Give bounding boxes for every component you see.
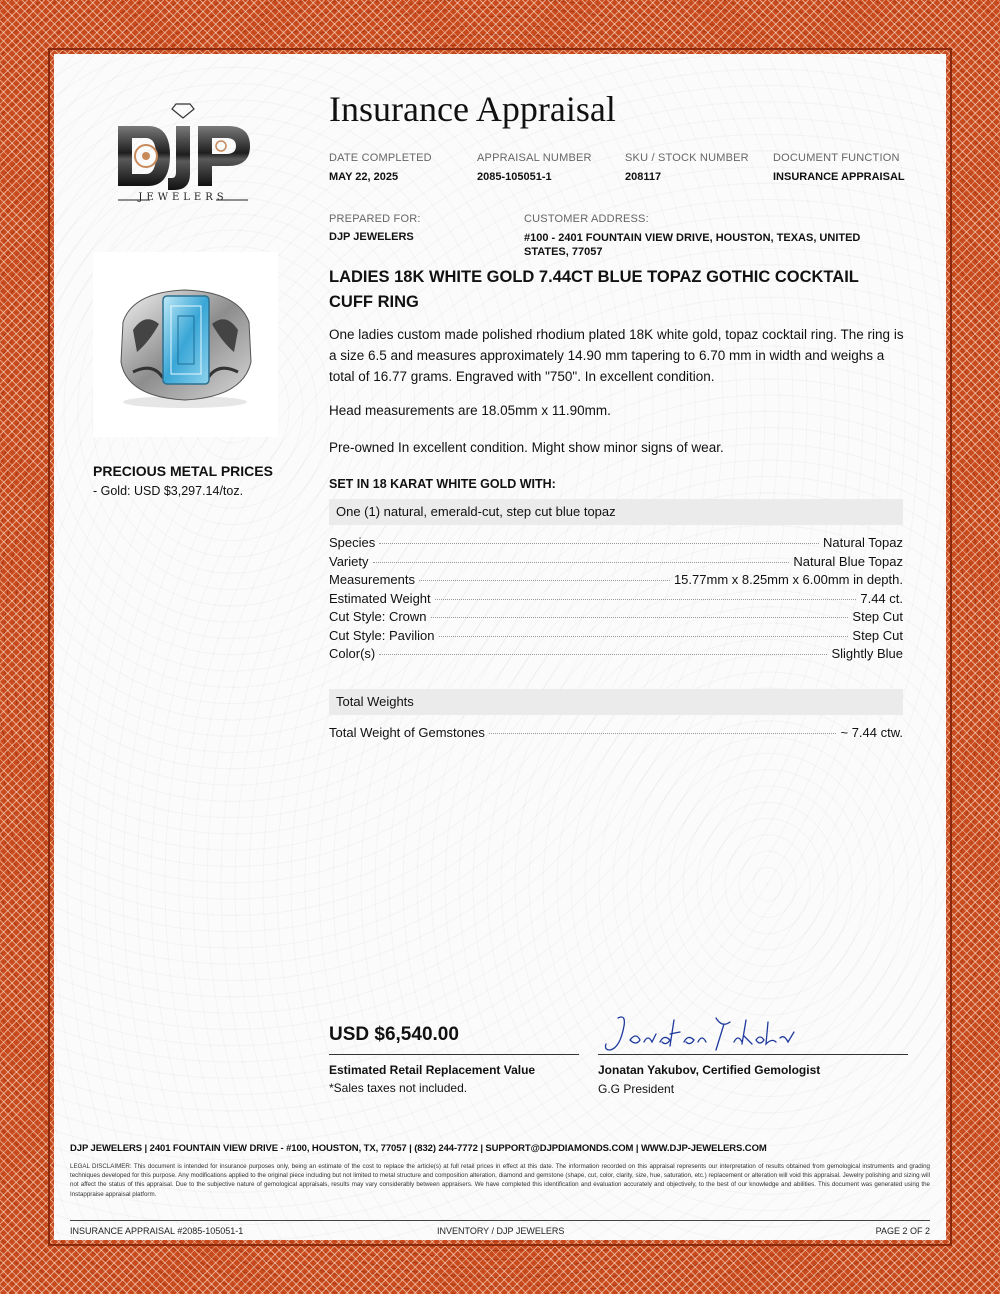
item-description: One ladies custom made polished rhodium plated 18K white gold, topaz cocktail ring. The ring is a size 6.5 and measures approximately 14.90 mm tapering to 6.70 mm in width and weighs a total of 16.77 grams. Engraved with "750". In excellent condition. bbox=[329, 327, 904, 384]
dot-leader bbox=[373, 562, 790, 563]
signature-rule bbox=[598, 1054, 908, 1055]
spec-label: Species bbox=[329, 535, 376, 550]
djp-logo bbox=[108, 100, 258, 210]
prepared-for-value: DJP JEWELERS bbox=[329, 231, 414, 243]
meta-value-date: MAY 22, 2025 bbox=[329, 171, 399, 183]
spec-label: Variety bbox=[329, 553, 369, 569]
document-title: Insurance Appraisal bbox=[329, 89, 616, 129]
meta-value-appraisal-number: 2085-105051-1 bbox=[477, 171, 552, 183]
legal-disclaimer: LEGAL DISCLAIMER: This document is intended for insurance purposes only, being an estimate of the cost to replace the article(s) at full retail prices in effect at this date. The information recorded on this appraisal represents our interpretation of results obtained from gemological instruments and grading techniques developed for this purpose. Any modifications applied to the original piece including but not limited to metal structure and composition alteration, diamond and gemstone (shape, cut, color, clarity, size, hue, saturation, etc.) replacement or alteration will void this appraisal. Jewelry polishing and sizing will not affect the status of this appraisal. Due to the subjective nature of gemological appraisals, results may vary considerably between appraisers. We have completed this identification and evaluation accurately and objectively, to the best of our knowledge and abilities. This document was generated using the Instappraise appraisal platform. bbox=[70, 1163, 930, 1198]
appraiser-signature bbox=[600, 1012, 800, 1060]
meta-label-sku: SKU / STOCK NUMBER bbox=[625, 152, 749, 164]
spec-label: Measurements bbox=[329, 572, 415, 587]
replacement-value-label: Estimated Retail Replacement Value bbox=[329, 1063, 536, 1077]
prepared-for-label: PREPARED FOR: bbox=[329, 213, 421, 225]
customer-address-value: #100 - 2401 FOUNTAIN VIEW DRIVE, HOUSTON, TEXAS, UNITED STATES, 77057 bbox=[524, 232, 861, 258]
meta-label-function: DOCUMENT FUNCTION bbox=[773, 152, 900, 164]
logo-subtext: JEWELERS bbox=[138, 192, 228, 203]
customer-address-label: CUSTOMER ADDRESS: bbox=[524, 213, 649, 225]
spec-value: Step Cut bbox=[852, 627, 903, 643]
spec-label: Color(s) bbox=[329, 646, 376, 661]
spec-row-measurements bbox=[329, 572, 903, 591]
total-weight-value: ~ 7.44 ctw. bbox=[840, 725, 903, 740]
price-rule bbox=[329, 1054, 579, 1055]
head-measurements: Head measurements are 18.05mm x 11.90mm. bbox=[329, 403, 611, 418]
meta-value-sku: 208117 bbox=[625, 171, 662, 183]
spec-list bbox=[329, 535, 903, 665]
spec-value: 7.44 ct. bbox=[860, 590, 903, 606]
spec-label: Cut Style: Crown bbox=[329, 609, 427, 624]
footer-inventory: INVENTORY / DJP JEWELERS bbox=[437, 1226, 565, 1236]
spec-value: Natural Topaz bbox=[823, 535, 903, 550]
footer-rule bbox=[70, 1220, 930, 1221]
meta-label-date: DATE COMPLETED bbox=[329, 152, 432, 164]
footer-appraisal-id: INSURANCE APPRAISAL #2085-105051-1 bbox=[70, 1226, 244, 1236]
total-weight-row bbox=[329, 725, 903, 740]
meta-label-appraisal-number: APPRAISAL NUMBER bbox=[477, 152, 592, 164]
item-condition: Pre-owned In excellent condition. Might show minor signs of wear. bbox=[329, 440, 724, 455]
spec-label: Cut Style: Pavilion bbox=[329, 627, 435, 643]
spec-row-cut-pavilion bbox=[329, 628, 903, 647]
spec-row-cut-crown bbox=[329, 609, 903, 628]
item-headline: LADIES 18K WHITE GOLD 7.44CT BLUE TOPAZ GOTHIC COCKTAIL CUFF RING bbox=[329, 268, 859, 311]
appraiser-title: G.G President bbox=[598, 1082, 675, 1096]
stone-band: One (1) natural, emerald-cut, step cut blue topaz bbox=[329, 499, 903, 525]
spec-row-estimated-weight bbox=[329, 591, 903, 610]
dot-leader bbox=[431, 617, 849, 618]
meta-value-function: INSURANCE APPRAISAL bbox=[773, 171, 905, 183]
totals-band: Total Weights bbox=[329, 689, 903, 715]
replacement-value: USD $6,540.00 bbox=[329, 1024, 459, 1045]
spec-row-colors bbox=[329, 646, 903, 665]
ring-photo bbox=[93, 252, 278, 437]
dot-leader bbox=[489, 733, 837, 734]
metal-prices-title: PRECIOUS METAL PRICES bbox=[93, 463, 273, 479]
dot-leader bbox=[419, 580, 670, 581]
spec-row-species bbox=[329, 535, 903, 554]
dot-leader bbox=[439, 636, 849, 637]
total-weight-label: Total Weight of Gemstones bbox=[329, 725, 485, 740]
spec-value: Slightly Blue bbox=[831, 646, 903, 661]
spec-value: Natural Blue Topaz bbox=[793, 553, 903, 569]
dot-leader bbox=[435, 599, 857, 600]
setting-title: SET IN 18 KARAT WHITE GOLD WITH: bbox=[329, 477, 556, 491]
sales-tax-note: *Sales taxes not included. bbox=[329, 1081, 468, 1095]
footer-page-number: PAGE 2 OF 2 bbox=[875, 1226, 930, 1236]
appraiser-name: Jonatan Yakubov, Certified Gemologist bbox=[598, 1063, 821, 1077]
dot-leader bbox=[379, 543, 819, 544]
gold-price: - Gold: USD $3,297.14/toz. bbox=[93, 484, 244, 498]
dot-leader bbox=[379, 654, 827, 655]
footer-contact: DJP JEWELERS | 2401 FOUNTAIN VIEW DRIVE - #100, HOUSTON, TX, 77057 | (832) 244-7772 | SUPPORT@DJPDIAMONDS.COM | WWW.DJP-JEWELERS.COM bbox=[70, 1143, 767, 1154]
spec-label: Estimated Weight bbox=[329, 590, 431, 606]
spec-row-variety bbox=[329, 554, 903, 573]
spec-value: Step Cut bbox=[852, 609, 903, 624]
spec-value: 15.77mm x 8.25mm x 6.00mm in depth. bbox=[673, 572, 903, 587]
